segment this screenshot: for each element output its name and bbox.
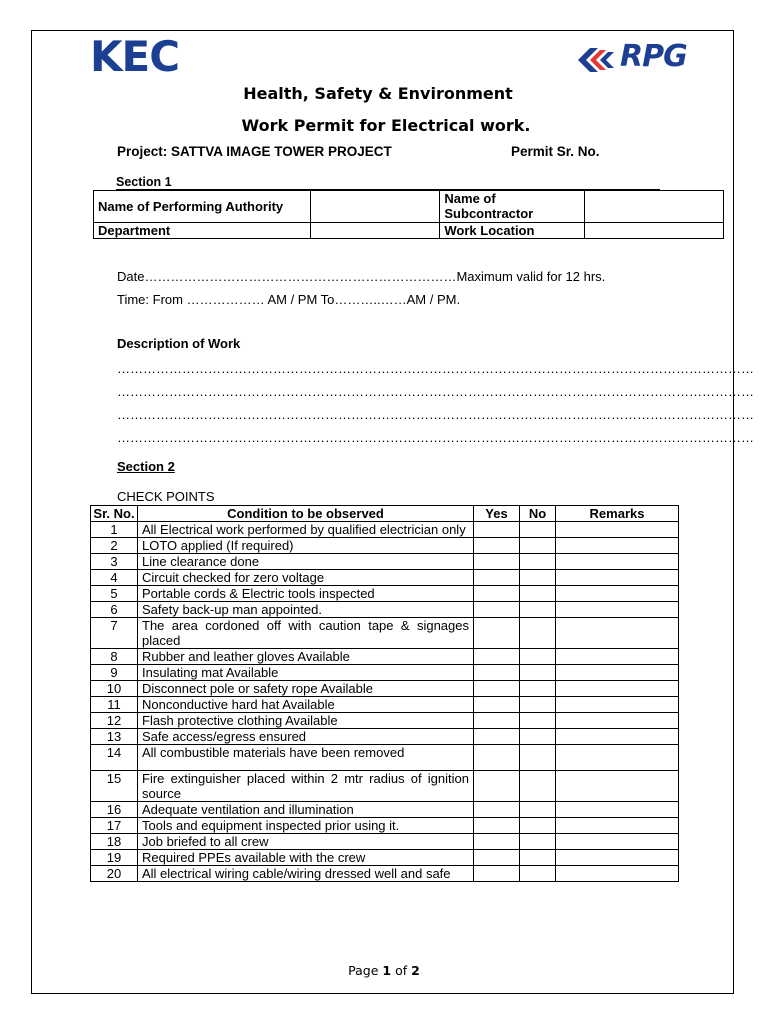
row-remarks-cell[interactable]: [556, 665, 679, 681]
row-remarks-cell[interactable]: [556, 745, 679, 771]
row-sr-no: 7: [91, 618, 138, 649]
row-condition: Rubber and leather gloves Available: [138, 649, 474, 665]
row-no-cell[interactable]: [520, 745, 556, 771]
row-sr-no: 9: [91, 665, 138, 681]
col-header-sr-no: Sr. No.: [91, 506, 138, 522]
work-location-field[interactable]: [585, 223, 724, 239]
section-1-table: [93, 190, 724, 239]
description-line-3[interactable]: …………………………………………………………………………………………………………………………………: [117, 407, 754, 422]
row-sr-no: 18: [91, 834, 138, 850]
row-condition: Tools and equipment inspected prior using it.: [138, 818, 474, 834]
checkpoints-body: [91, 522, 679, 882]
row-remarks-cell[interactable]: [556, 618, 679, 649]
row-remarks-cell[interactable]: [556, 850, 679, 866]
col-header-remarks: Remarks: [556, 506, 679, 522]
row-no-cell[interactable]: [520, 649, 556, 665]
row-yes-cell[interactable]: [474, 522, 520, 538]
page-title: Health, Safety & Environment: [243, 84, 513, 103]
row-sr-no: 15: [91, 771, 138, 802]
row-yes-cell[interactable]: [474, 850, 520, 866]
table-row: [91, 866, 679, 882]
row-condition: The area cordoned off with caution tape & signages placed: [138, 618, 474, 649]
rpg-logo-text: RPG: [620, 39, 687, 74]
table-row: [91, 697, 679, 713]
row-no-cell[interactable]: [520, 834, 556, 850]
row-sr-no: 16: [91, 802, 138, 818]
row-condition: Disconnect pole or safety rope Available: [138, 681, 474, 697]
project-name: Project: SATTVA IMAGE TOWER PROJECT: [117, 144, 392, 159]
row-remarks-cell[interactable]: [556, 834, 679, 850]
row-condition: Adequate ventilation and illumination: [138, 802, 474, 818]
col-header-no: No: [520, 506, 556, 522]
table-row: [91, 618, 679, 649]
page-number: [0, 963, 768, 978]
row-condition: Insulating mat Available: [138, 665, 474, 681]
checkpoints-table: [90, 505, 679, 882]
subcontractor-label-line1: Name of: [444, 191, 496, 206]
row-no-cell[interactable]: [520, 818, 556, 834]
description-line-2[interactable]: …………………………………………………………………………………………………………………………………: [117, 384, 754, 399]
row-remarks-cell[interactable]: [556, 681, 679, 697]
subcontractor-field[interactable]: [585, 191, 724, 223]
row-remarks-cell[interactable]: [556, 866, 679, 882]
row-yes-cell[interactable]: [474, 649, 520, 665]
row-remarks-cell[interactable]: [556, 586, 679, 602]
row-yes-cell[interactable]: [474, 697, 520, 713]
page-total: 2: [411, 963, 420, 978]
row-no-cell[interactable]: [520, 602, 556, 618]
row-remarks-cell[interactable]: [556, 538, 679, 554]
row-condition: Flash protective clothing Available: [138, 713, 474, 729]
row-condition: Required PPEs available with the crew: [138, 850, 474, 866]
row-condition: Portable cords & Electric tools inspected: [138, 586, 474, 602]
row-yes-cell[interactable]: [474, 538, 520, 554]
row-condition: Circuit checked for zero voltage: [138, 570, 474, 586]
table-row: [91, 729, 679, 745]
row-remarks-cell[interactable]: [556, 802, 679, 818]
table-row: [91, 586, 679, 602]
row-no-cell[interactable]: [520, 538, 556, 554]
table-row: [91, 649, 679, 665]
row-yes-cell[interactable]: [474, 554, 520, 570]
row-sr-no: 4: [91, 570, 138, 586]
kec-logo-text: KEC: [90, 32, 180, 81]
row-yes-cell[interactable]: [474, 866, 520, 882]
table-row: [91, 745, 679, 771]
row-no-cell[interactable]: [520, 850, 556, 866]
row-remarks-cell[interactable]: [556, 771, 679, 802]
row-yes-cell[interactable]: [474, 802, 520, 818]
row-remarks-cell[interactable]: [556, 729, 679, 745]
row-sr-no: 17: [91, 818, 138, 834]
row-no-cell[interactable]: [520, 729, 556, 745]
permit-sr-no: Permit Sr. No.: [511, 144, 600, 159]
row-yes-cell[interactable]: [474, 729, 520, 745]
table-row: [91, 681, 679, 697]
row-sr-no: 1: [91, 522, 138, 538]
table-row: [91, 818, 679, 834]
row-yes-cell[interactable]: [474, 586, 520, 602]
row-sr-no: 3: [91, 554, 138, 570]
row-remarks-cell[interactable]: [556, 697, 679, 713]
row-no-cell[interactable]: [520, 554, 556, 570]
section-2-label: Section 2: [117, 459, 175, 474]
table-row: [91, 771, 679, 802]
section-1-label: Section 1: [116, 175, 172, 189]
col-header-condition: Condition to be observed: [138, 506, 474, 522]
kec-logo: [90, 32, 180, 81]
row-condition: LOTO applied (If required): [138, 538, 474, 554]
table-row: [91, 834, 679, 850]
performing-authority-field[interactable]: [310, 191, 440, 223]
row-no-cell[interactable]: [520, 522, 556, 538]
row-sr-no: 14: [91, 745, 138, 771]
row-sr-no: 2: [91, 538, 138, 554]
row-sr-no: 11: [91, 697, 138, 713]
table-row: [91, 713, 679, 729]
row-sr-no: 6: [91, 602, 138, 618]
row-yes-cell[interactable]: [474, 681, 520, 697]
work-location-label: Work Location: [440, 223, 585, 239]
check-points-label: CHECK POINTS: [117, 489, 215, 504]
page-current: 1: [382, 963, 392, 978]
row-condition: Job briefed to all crew: [138, 834, 474, 850]
row-sr-no: 20: [91, 866, 138, 882]
row-yes-cell[interactable]: [474, 818, 520, 834]
row-no-cell[interactable]: [520, 697, 556, 713]
row-remarks-cell[interactable]: [556, 602, 679, 618]
row-yes-cell[interactable]: [474, 713, 520, 729]
table-row: [91, 538, 679, 554]
row-remarks-cell[interactable]: [556, 522, 679, 538]
row-no-cell[interactable]: [520, 570, 556, 586]
table-row: [91, 802, 679, 818]
row-yes-cell[interactable]: [474, 618, 520, 649]
table-row: [91, 665, 679, 681]
row-remarks-cell[interactable]: [556, 570, 679, 586]
row-yes-cell[interactable]: [474, 834, 520, 850]
page-mid: of: [391, 963, 412, 978]
row-remarks-cell[interactable]: [556, 713, 679, 729]
department-label: Department: [94, 223, 311, 239]
row-sr-no: 5: [91, 586, 138, 602]
page-prefix: Page: [348, 963, 383, 978]
row-yes-cell[interactable]: [474, 771, 520, 802]
row-yes-cell[interactable]: [474, 665, 520, 681]
row-no-cell[interactable]: [520, 681, 556, 697]
row-condition: All Electrical work performed by qualified electrician only: [138, 522, 474, 538]
description-line-4[interactable]: …………………………………………………………………………………………………………………………………: [117, 430, 754, 445]
department-field[interactable]: [310, 223, 440, 239]
row-no-cell[interactable]: [520, 665, 556, 681]
row-remarks-cell[interactable]: [556, 649, 679, 665]
row-no-cell[interactable]: [520, 618, 556, 649]
row-sr-no: 12: [91, 713, 138, 729]
performing-authority-label: Name of Performing Authority: [94, 191, 311, 223]
row-condition: All electrical wiring cable/wiring dressed well and safe: [138, 866, 474, 882]
row-condition: Safe access/egress ensured: [138, 729, 474, 745]
row-yes-cell[interactable]: [474, 570, 520, 586]
table-row: [91, 570, 679, 586]
rpg-logo-icon: [576, 44, 620, 76]
date-line[interactable]: Date………………………………………………………………Maximum valid for 12 hrs.: [117, 269, 606, 284]
row-sr-no: 13: [91, 729, 138, 745]
row-condition: All combustible materials have been removed: [138, 745, 474, 771]
row-no-cell[interactable]: [520, 586, 556, 602]
col-header-yes: Yes: [474, 506, 520, 522]
row-remarks-cell[interactable]: [556, 554, 679, 570]
table-row: [91, 554, 679, 570]
row-no-cell[interactable]: [520, 866, 556, 882]
page-subtitle: Work Permit for Electrical work.: [241, 116, 531, 135]
table-row: [91, 522, 679, 538]
row-sr-no: 10: [91, 681, 138, 697]
description-line-1[interactable]: …………………………………………………………………………………………………………………………………: [117, 361, 754, 376]
row-condition: Nonconductive hard hat Available: [138, 697, 474, 713]
row-no-cell[interactable]: [520, 771, 556, 802]
table-row: [91, 602, 679, 618]
subcontractor-label-line2: Subcontractor: [444, 206, 534, 221]
row-yes-cell[interactable]: [474, 602, 520, 618]
row-condition: Safety back-up man appointed.: [138, 602, 474, 618]
time-line[interactable]: Time: From ……………… AM / PM To………..……AM / PM.: [117, 292, 461, 307]
row-no-cell[interactable]: [520, 802, 556, 818]
row-condition: Line clearance done: [138, 554, 474, 570]
row-remarks-cell[interactable]: [556, 818, 679, 834]
row-yes-cell[interactable]: [474, 745, 520, 771]
subcontractor-label: [440, 191, 585, 223]
row-condition: Fire extinguisher placed within 2 mtr radius of ignition source: [138, 771, 474, 802]
row-no-cell[interactable]: [520, 713, 556, 729]
table-row: [91, 850, 679, 866]
description-label: Description of Work: [117, 336, 241, 351]
row-sr-no: 8: [91, 649, 138, 665]
row-sr-no: 19: [91, 850, 138, 866]
